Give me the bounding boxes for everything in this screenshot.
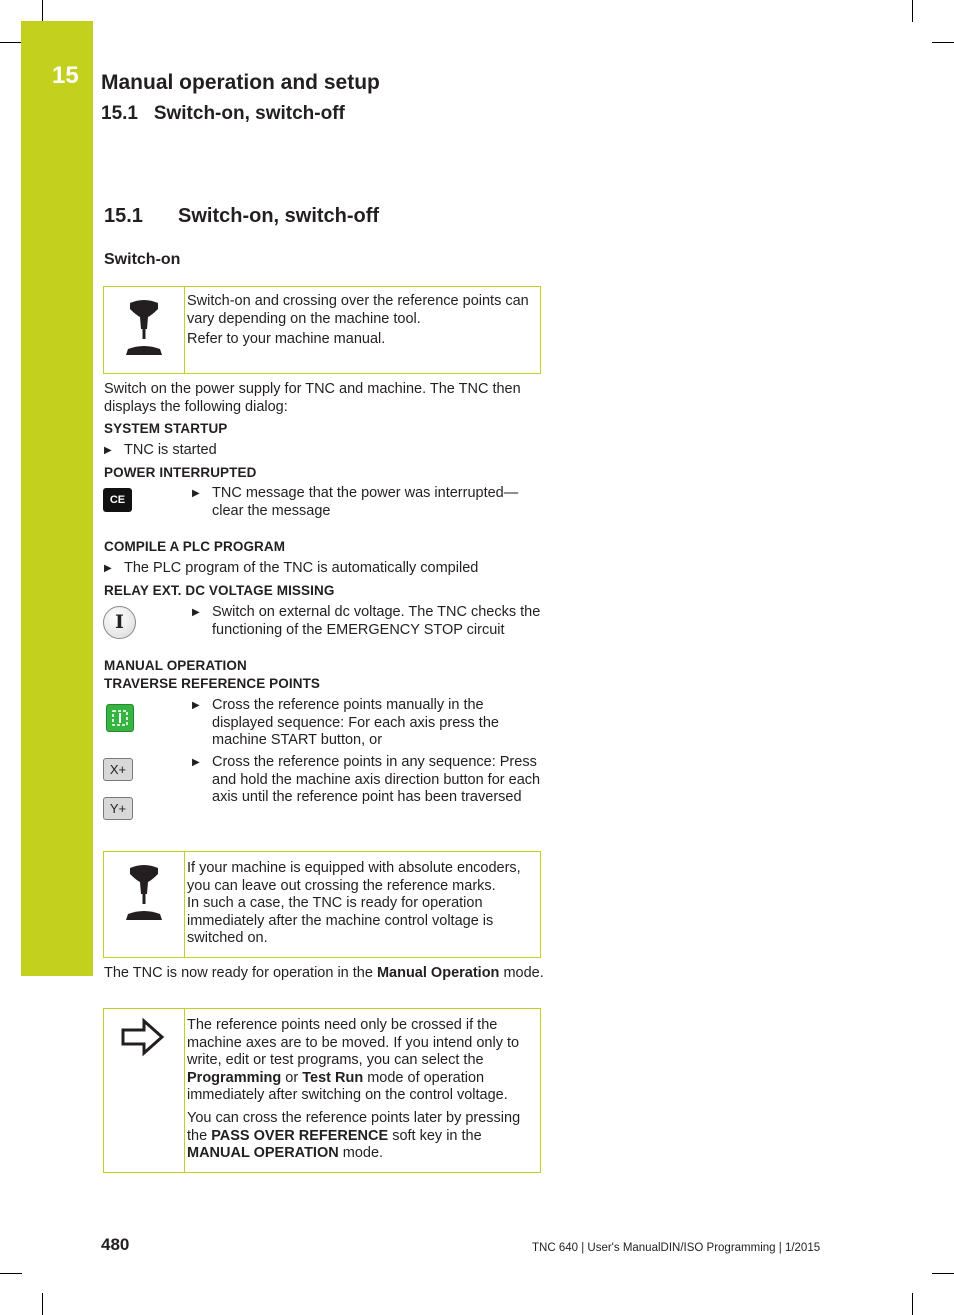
manual-operation-mode: MANUAL OPERATION [187,1145,339,1162]
note-line: If your machine is equipped with absolute encoders, you can leave out crossing the reference marks. [187,860,521,894]
x-plus-key[interactable]: X+ [103,758,133,781]
bullet-arrow-icon: ▶ [104,445,112,456]
intro-paragraph: Switch on the power supply for TNC and machine. The TNC then displays the following dialog: [104,381,521,415]
note-line: Refer to your machine manual. [187,331,386,348]
dialog-manual-operation: MANUAL OPERATION [104,658,247,673]
note-divider [184,287,185,373]
note-paragraph [187,1110,532,1163]
crop-mark [932,42,954,43]
note-text [187,293,532,352]
chapter-title: Manual operation and setup [101,71,380,94]
step-text: The PLC program of the TNC is automatically compiled [124,560,479,576]
bullet-arrow-icon: ▶ [192,488,200,499]
dialog-relay-ext: RELAY EXT. DC VOLTAGE MISSING [104,583,335,598]
step-text: Cross the reference points in any sequence: Press and hold the machine axis direction button for each axis until the reference point has been traversed [212,754,541,806]
note-text [187,1017,532,1166]
nc-start-key[interactable] [106,704,134,732]
crop-mark [0,1273,22,1274]
ce-key[interactable]: CE [103,488,132,512]
machine-tool-icon [124,299,164,359]
pass-over-reference-softkey: PASS OVER REFERENCE [211,1127,389,1144]
programming-mode: Programming [187,1069,282,1086]
crop-mark [912,0,913,22]
chapter-number: 15 [52,62,79,89]
note-line: Switch-on and crossing over the reference points can vary depending on the machine tool. [187,293,529,327]
step-item [192,697,544,750]
crop-mark [0,42,22,43]
note-text-run: You can cross the reference points later by pressing the [187,1109,521,1144]
step-text: Cross the reference points manually in the displayed sequence: For each axis press the machine START button, or [212,697,499,749]
section-number: 15.1 [104,205,143,227]
step-text: Switch on external dc voltage. The TNC checks the functioning of the EMERGENCY STOP circuit [212,604,541,638]
dialog-system-startup: SYSTEM STARTUP [104,421,228,436]
note-text-run: or [281,1069,303,1086]
chapter-sidebar [21,21,93,976]
bullet-arrow-icon: ▶ [104,563,112,574]
note-divider [184,1009,185,1172]
dialog-power-interrupted: POWER INTERRUPTED [104,465,257,480]
step-item [192,604,544,639]
ready-paragraph [104,964,544,982]
crop-mark [912,1293,913,1315]
ready-text: mode. [499,965,544,981]
crop-mark [932,1273,954,1274]
note-paragraph [187,1017,532,1105]
nc-start-icon [107,705,133,731]
dialog-compile-plc: COMPILE A PLC PROGRAM [104,539,286,554]
note-text-run: soft key in the [388,1127,482,1144]
arrow-right-icon [120,1017,166,1061]
running-section-title: 15.1 Switch-on, switch-off [101,103,345,124]
power-on-key[interactable]: I [103,606,136,639]
note-text-run: The reference points need only be crossed if the machine axes are to be moved. If you intend only to write, edit or test programs, you can select the [187,1017,520,1069]
note-text-run: mode of operation immediately after switching on the control voltage. [187,1069,508,1104]
manual-operation-mode: Manual Operation [376,965,500,981]
bullet-arrow-icon: ▶ [192,757,200,768]
section-heading [104,205,379,228]
dialog-traverse-reference: TRAVERSE REFERENCE POINTS [104,676,321,691]
crop-mark [42,0,43,22]
note-text [187,860,532,948]
step-item [104,560,544,578]
note-line: In such a case, the TNC is ready for operation immediately after the machine control voltage is switched on. [187,895,494,947]
note-text-run: mode. [338,1145,384,1162]
crop-mark [42,1293,43,1315]
machine-note-box [103,851,541,958]
step-text: TNC message that the power was interrupted—clear the message [212,485,519,519]
note-divider [184,852,185,957]
subheading: Switch-on [104,251,181,268]
footer-text: TNC 640 | User's ManualDIN/ISO Programming | 1/2015 [532,1242,821,1254]
bullet-arrow-icon: ▶ [192,607,200,618]
step-item [192,754,544,807]
ready-text: The TNC is now ready for operation in the [104,965,377,981]
step-item [104,442,544,460]
tip-note-box [103,1008,541,1173]
step-item [192,485,544,520]
test-run-mode: Test Run [302,1069,364,1086]
y-plus-key[interactable]: Y+ [103,797,133,820]
machine-note-box [103,286,541,374]
bullet-arrow-icon: ▶ [192,700,200,711]
machine-tool-icon [124,864,164,924]
step-text: TNC is started [124,442,217,458]
section-title: Switch-on, switch-off [178,205,380,227]
page-number: 480 [101,1235,130,1254]
